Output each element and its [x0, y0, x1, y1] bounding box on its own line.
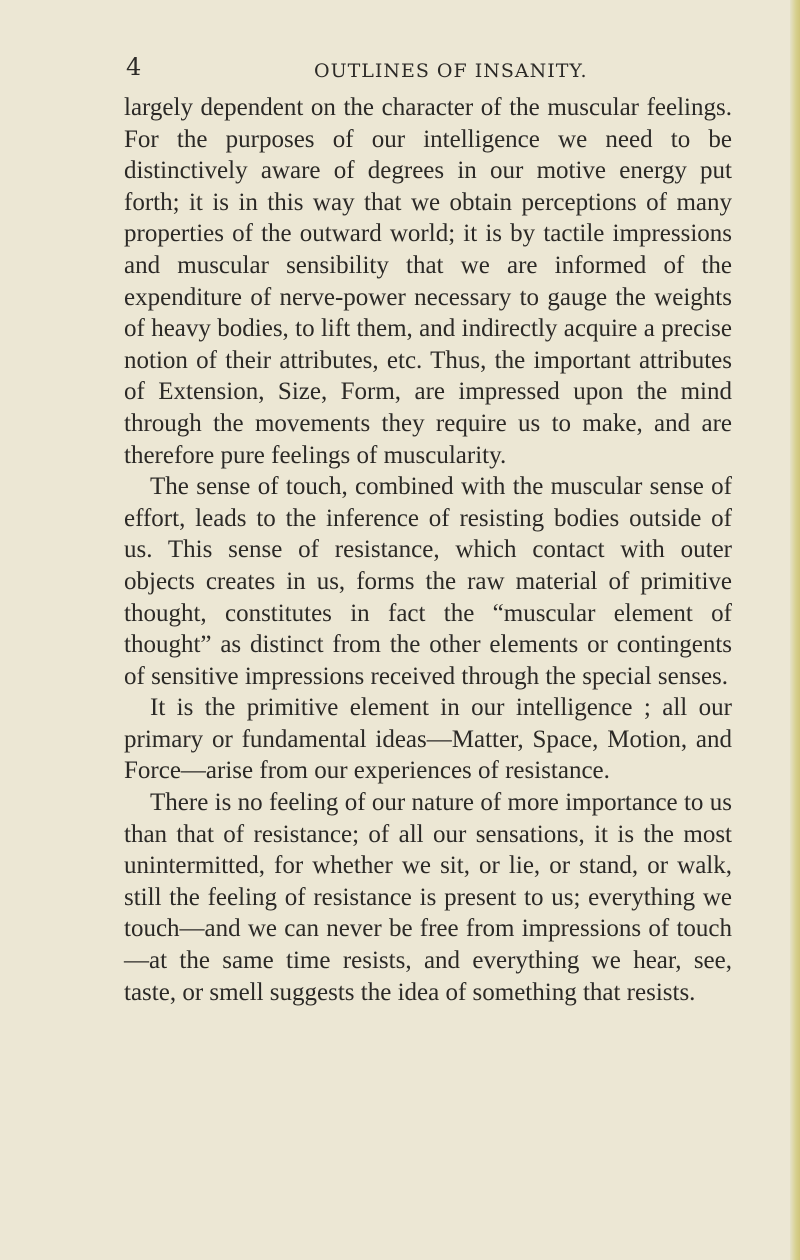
- paragraph-2: The sense of touch, combined with the muscular sense of effort, leads to the inference of resisting bodies outside of us. This sense of resistance, which contact with outer objects creates in us, forms the raw material of primitive thought, constitutes in fact the “muscular element of thought” as distinct from the other elements or contingents of sensitive impressions received through the special senses.: [124, 473, 732, 690]
- running-title: OUTLINES OF INSANITY.: [314, 60, 588, 82]
- body-text: [124, 92, 732, 1008]
- paragraph-3: It is the primitive element in our intelligence ; all our primary or fundamental ideas—Matter, Space, Motion, and Force—arise from our experiences of resistance.: [124, 694, 732, 785]
- page-edge: [790, 0, 800, 1260]
- paragraph-1: largely dependent on the character of the muscular feelings. For the purposes of our intelligence we need to be distinctively aware of degrees in our motive energy put forth; it is in this way that we obtain perceptions of many properties of the outward world; it is by tactile impressions and muscular sensibility that we are informed of the expenditure of nerve-power necessary to gauge the weights of heavy bodies, to lift them, and indirectly acquire a precise notion of their attributes, etc. Thus, the important attributes of Extension, Size, Form, are impressed upon the mind through the movements they require us to make, and are therefore pure feelings of muscularity.: [124, 94, 732, 469]
- page-number: 4: [126, 53, 142, 81]
- paragraph-4: There is no feeling of our nature of more importance to us than that of resistance; of all our sensations, it is the most unintermitted, for whether we sit, or lie, or stand, or walk, still the feeling of resistance is present to us; everything we touch—and we can never be free from impressions of touch—at the same time resists, and everything we hear, see, taste, or smell suggests the idea of something that resists.: [124, 789, 732, 1006]
- running-head: [0, 55, 800, 85]
